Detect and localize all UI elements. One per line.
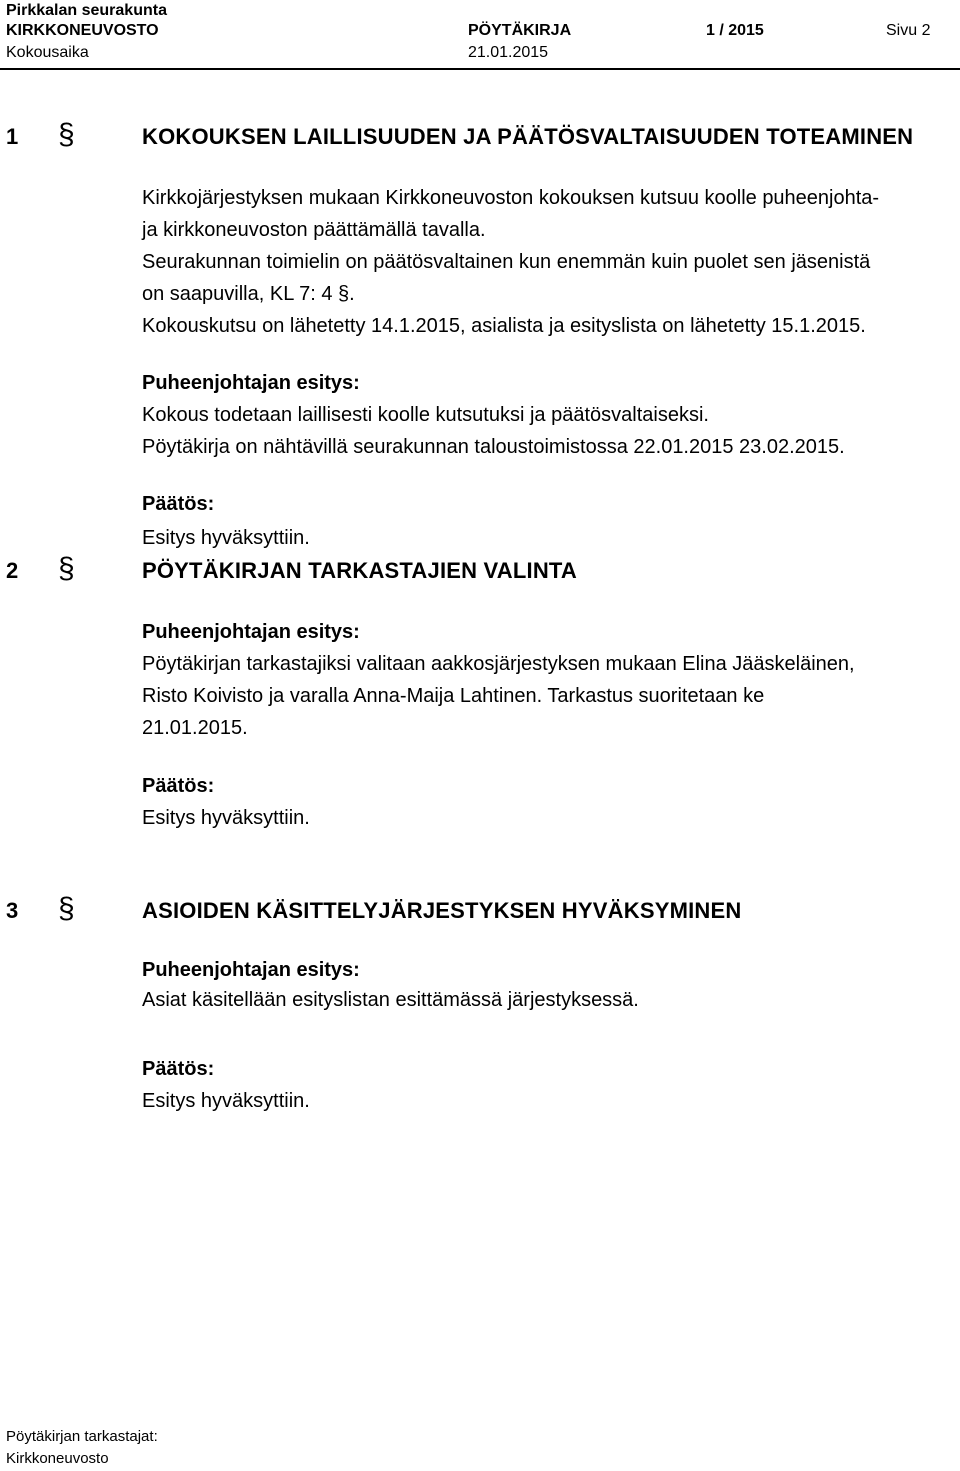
section-mark: § (58, 118, 75, 151)
section-mark: § (58, 552, 75, 585)
section-1-proposal-line: Pöytäkirja on nähtävillä seurakunnan taloustoimistossa 22.01.2015 23.02.2015. (142, 436, 845, 458)
section-3-proposal-label: Puheenjohtajan esitys: (142, 959, 360, 981)
section-2-proposal-line: Pöytäkirjan tarkastajiksi valitaan aakkosjärjestyksen mukaan Elina Jääskeläinen, (142, 653, 855, 675)
section-title: ASIOIDEN KÄSITTELYJÄRJESTYKSEN HYVÄKSYMINEN (142, 898, 742, 923)
section-number: 3 (6, 898, 19, 923)
doc-type: PÖYTÄKIRJA (468, 22, 572, 39)
section-1-heading (0, 118, 960, 154)
section-1-proposal-label: Puheenjohtajan esitys: (142, 372, 360, 394)
section-title: PÖYTÄKIRJAN TARKASTAJIEN VALINTA (142, 558, 578, 583)
section-1-proposal-line: Kokous todetaan laillisesti koolle kutsutuksi ja päätösvaltaiseksi. (142, 404, 709, 426)
section-1-decision: Esitys hyväksyttiin. (142, 527, 310, 549)
meeting-time-label: Kokousaika (6, 44, 89, 61)
section-title: KOKOUKSEN LAILLISUUDEN JA PÄÄTÖSVALTAISUUDEN TOTEAMINEN (142, 124, 914, 149)
section-mark: § (58, 892, 75, 925)
section-number: 2 (6, 558, 19, 583)
footer-reviewers-label: Pöytäkirjan tarkastajat: (6, 1428, 158, 1445)
section-3-proposal-line: Asiat käsitellään esityslistan esittämässä järjestyksessä. (142, 989, 639, 1011)
section-3-heading (0, 892, 960, 928)
meeting-date: 21.01.2015 (468, 44, 549, 61)
section-1-intro-line: Kokouskutsu on lähetetty 14.1.2015, asialista ja esityslista on lähetetty 15.1.2015. (142, 315, 866, 337)
section-2-proposal-line: Risto Koivisto ja varalla Anna-Maija Lahtinen. Tarkastus suoritetaan ke (142, 685, 765, 707)
organization-name: Pirkkalan seurakunta (6, 2, 167, 19)
section-1-intro-line: on saapuvilla, KL 7: 4 §. (142, 283, 355, 305)
section-1-intro-line: Kirkkojärjestyksen mukaan Kirkkoneuvoston kokouksen kutsuu koolle puheenjohta- (142, 187, 880, 209)
section-number: 1 (6, 124, 19, 149)
section-1-decision-label: Päätös: (142, 493, 215, 515)
section-2-decision-label: Päätös: (142, 775, 215, 797)
section-2-proposal-label: Puheenjohtajan esitys: (142, 621, 360, 643)
doc-number: 1 / 2015 (706, 22, 764, 39)
section-3-decision: Esitys hyväksyttiin. (142, 1090, 310, 1112)
section-3-decision-label: Päätös: (142, 1058, 215, 1080)
section-2-heading (0, 552, 960, 588)
body-name: KIRKKONEUVOSTO (6, 22, 159, 39)
section-2-proposal-line: 21.01.2015. (142, 717, 248, 739)
section-1-intro-line: Seurakunnan toimielin on päätösvaltainen kun enemmän kuin puolet sen jäsenistä (142, 251, 871, 273)
header-divider (0, 68, 960, 70)
section-1-intro-line: ja kirkkoneuvoston päättämällä tavalla. (142, 219, 486, 241)
section-2-decision: Esitys hyväksyttiin. (142, 807, 310, 829)
page-number: Sivu 2 (886, 22, 931, 39)
footer-body-name: Kirkkoneuvosto (6, 1450, 109, 1467)
